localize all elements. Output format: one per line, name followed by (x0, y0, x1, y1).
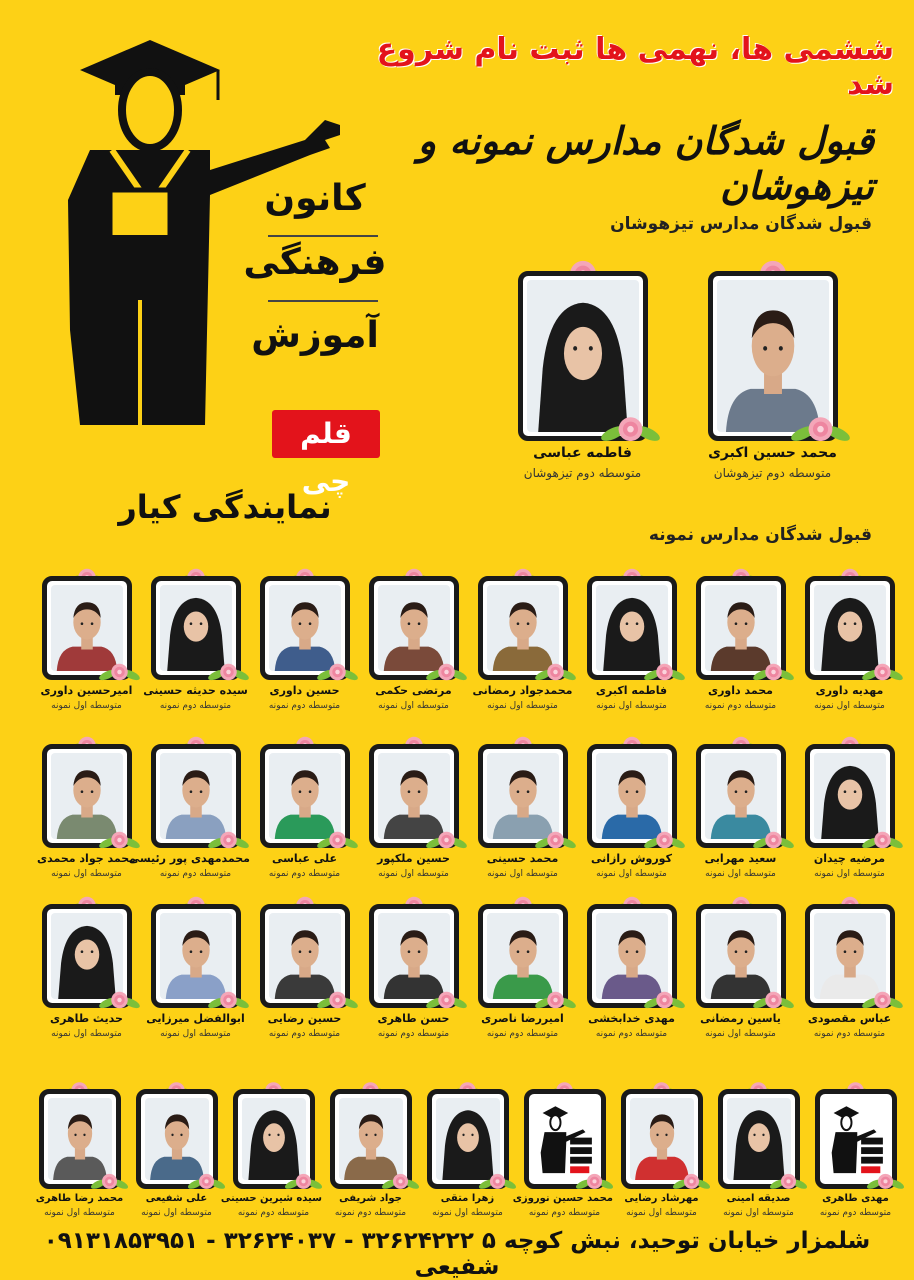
student-school: متوسطه اول نمونه (705, 869, 776, 879)
student-school: متوسطه دوم نمونه (377, 1029, 450, 1039)
student-name: عباس مقصودی (807, 1012, 892, 1025)
flower-icon (89, 1166, 130, 1194)
student-name: زهرا متقی (440, 1193, 495, 1204)
student-school: متوسطه اول نمونه (378, 869, 449, 879)
student-school: متوسطه دوم نمونه (528, 1208, 601, 1218)
flower-icon (751, 983, 796, 1014)
logo-word-kanoon: کانون (264, 178, 366, 219)
student-name: مهدیه داوری (815, 684, 884, 697)
flower-icon (642, 823, 687, 854)
student-name: یاسین رمضانی (700, 1012, 781, 1025)
student-school: متوسطه دوم نمونه (819, 1208, 892, 1218)
student-school: متوسطه اول نمونه (814, 701, 885, 711)
flower-icon (424, 655, 469, 686)
student-name: مهدی طاهری (822, 1193, 889, 1204)
flower-icon (533, 655, 578, 686)
student-school: متوسطه اول نمونه (51, 869, 122, 879)
flower-icon (186, 1166, 227, 1194)
representative-label: نمایندگی کیار (118, 488, 332, 526)
student-name: حسین ملکپور (377, 852, 450, 865)
student-school: متوسطه دوم نمونه (159, 701, 232, 711)
logo-word-farhangi: فرهنگی (243, 242, 387, 283)
flower-icon (477, 1166, 518, 1194)
headline: ششمی ها، نهمی ها ثبت نام شروع شد (376, 32, 894, 102)
student-school: متوسطه اول نمونه (141, 1208, 212, 1218)
student-name: مرتضی حکمی (375, 684, 452, 697)
student-school: متوسطه اول نمونه (487, 869, 558, 879)
student-school: متوسطه اول نمونه (814, 869, 885, 879)
student-name: محمد جواد محمدی (37, 852, 136, 865)
flower-icon (97, 983, 142, 1014)
student-school: متوسطه اول نمونه (51, 701, 122, 711)
flower-icon (574, 1166, 615, 1194)
student-school: متوسطه دوم نمونه (268, 1029, 341, 1039)
student-name: علی شفیعی (145, 1193, 208, 1204)
flower-icon (642, 655, 687, 686)
flower-icon (424, 983, 469, 1014)
student-school: متوسطه اول نمونه (487, 701, 558, 711)
footer-contact: شلمزار خیابان توحید، نبش کوچه ۵ ۳۲۶۲۴۲۲۲ - ۳۲۶۲۴۰۳۷ - ۰۹۱۳۱۸۵۳۹۵۱ شفیعی (43, 1228, 871, 1280)
subheadline: قبول شدگان مدارس نمونه و تیزهوشان (417, 118, 874, 208)
flower-icon (206, 823, 251, 854)
student-school: متوسطه اول نمونه (432, 1208, 503, 1218)
student-name: محمد داوری (708, 684, 773, 697)
flower-icon (642, 983, 687, 1014)
student-school: متوسطه اول نمونه (596, 701, 667, 711)
flower-icon (860, 655, 905, 686)
logo-word-amoozesh: آموزش (251, 315, 379, 356)
student-school: متوسطه دوم تیزهوشان (523, 466, 642, 480)
student-school: متوسطه اول نمونه (626, 1208, 697, 1218)
student-name: کوروش رازانی (591, 852, 672, 865)
student-name: فاطمه اکبری (595, 684, 668, 697)
ghalamchi-badge: قلم چی (272, 410, 380, 458)
student-name: سیده حدیثه حسینی (143, 684, 248, 697)
student-school: متوسطه دوم نمونه (159, 869, 232, 879)
student-name: فاطمه عباسی (533, 445, 632, 461)
flower-icon (533, 823, 578, 854)
student-school: متوسطه دوم نمونه (486, 1029, 559, 1039)
student-name: محمد حسین اکبری (708, 445, 837, 461)
student-name: حسن طاهری (377, 1012, 450, 1025)
logo-block (40, 30, 387, 526)
student-school: متوسطه دوم تیزهوشان (713, 466, 832, 480)
flower-icon (860, 823, 905, 854)
student-name: محمدجواد رمضانی (472, 684, 573, 697)
student-school: متوسطه دوم نمونه (595, 1029, 668, 1039)
flower-icon (671, 1166, 712, 1194)
student-name: امیررضا ناصری (481, 1012, 564, 1025)
student-name: حسین رضایی (267, 1012, 342, 1025)
student-name: امیرحسین داوری (40, 684, 133, 697)
student-school: متوسطه اول نمونه (51, 1029, 122, 1039)
flower-icon (788, 405, 853, 449)
student-name: جواد شریفی (339, 1193, 402, 1204)
student-name: حسین داوری (269, 684, 340, 697)
gifted-section-title: قبول شدگان مدارس تیزهوشان (610, 214, 872, 234)
flower-icon (206, 655, 251, 686)
student-school: متوسطه اول نمونه (723, 1208, 794, 1218)
student-school: متوسطه اول نمونه (160, 1029, 231, 1039)
flower-icon (97, 823, 142, 854)
flower-icon (315, 655, 360, 686)
student-name: حدیث طاهری (50, 1012, 123, 1025)
flower-icon (315, 983, 360, 1014)
flower-icon (283, 1166, 324, 1194)
flower-icon (97, 655, 142, 686)
flower-icon (865, 1166, 906, 1194)
student-school: متوسطه دوم نمونه (704, 701, 777, 711)
student-school: متوسطه اول نمونه (378, 701, 449, 711)
flower-icon (768, 1166, 809, 1194)
sample-section-title: قبول شدگان مدارس نمونه (648, 525, 872, 545)
student-school: متوسطه دوم نمونه (813, 1029, 886, 1039)
student-name: محمدمهدی پور رئیسی (128, 852, 250, 865)
student-name: مهدی خدابخشی (588, 1012, 675, 1025)
flower-icon (751, 655, 796, 686)
student-school: متوسطه اول نمونه (44, 1208, 115, 1218)
flower-icon (424, 823, 469, 854)
student-school: متوسطه دوم نمونه (268, 701, 341, 711)
student-name: محمد حسین نوروزی (512, 1193, 613, 1204)
student-name: علی عباسی (271, 852, 338, 865)
flower-icon (751, 823, 796, 854)
student-name: مهرشاد رضایی (624, 1193, 699, 1204)
student-name: ابوالفضل میرزایی (146, 1012, 245, 1025)
student-name: محمد رضا طاهری (35, 1193, 124, 1204)
student-name: سیده شیرین حسینی (220, 1193, 322, 1204)
graduate-icon (40, 30, 350, 450)
student-name: صدیقه امینی (726, 1193, 791, 1204)
student-school: متوسطه اول نمونه (705, 1029, 776, 1039)
flower-icon (598, 405, 663, 449)
student-name: سعید مهرابی (704, 852, 777, 865)
student-school: متوسطه دوم نمونه (334, 1208, 407, 1218)
student-name: محمد حسینی (486, 852, 559, 865)
logo-divider (268, 235, 378, 237)
flower-icon (315, 823, 360, 854)
student-school: متوسطه دوم نمونه (237, 1208, 310, 1218)
flower-icon (380, 1166, 421, 1194)
flower-icon (206, 983, 251, 1014)
logo-divider (268, 300, 378, 302)
student-school: متوسطه اول نمونه (596, 869, 667, 879)
student-name: مرضیه چیدان (813, 852, 886, 865)
flower-icon (533, 983, 578, 1014)
student-school: متوسطه دوم نمونه (268, 869, 341, 879)
flower-icon (860, 983, 905, 1014)
